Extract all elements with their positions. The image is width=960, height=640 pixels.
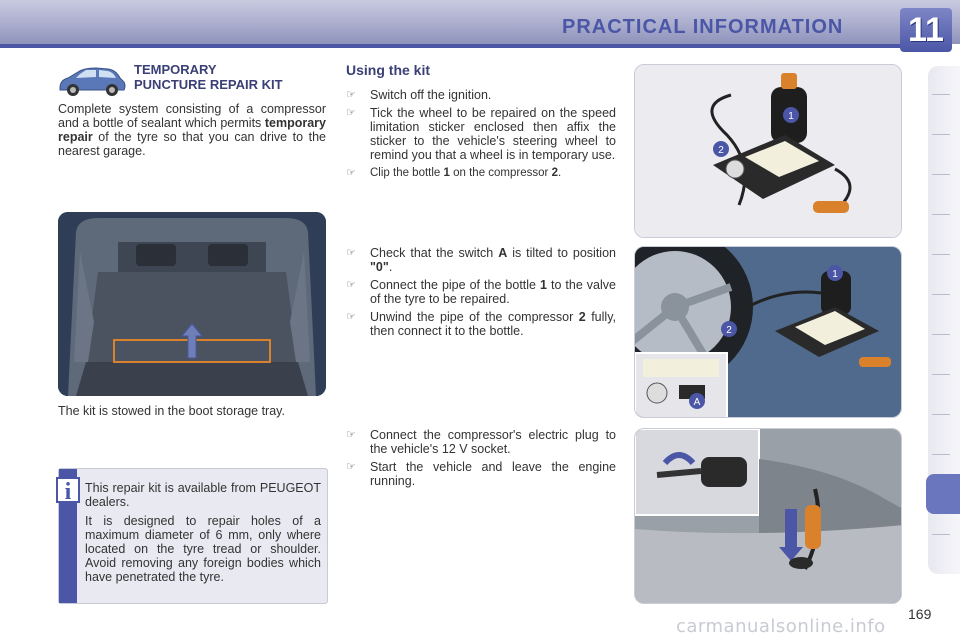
page-number: 169 xyxy=(908,606,932,622)
steps-group-3 xyxy=(346,428,616,492)
pointer-icon: ☞ xyxy=(346,89,356,101)
steps-group-1 xyxy=(346,88,616,184)
socket-connection-illustration xyxy=(635,429,902,604)
page-header xyxy=(0,0,960,52)
step-item: ☞ Check that the switch A is tilted to position "0". xyxy=(346,246,616,274)
pointer-icon: ☞ xyxy=(346,461,356,473)
section-title xyxy=(134,62,334,92)
pointer-icon: ☞ xyxy=(346,107,356,119)
index-tick xyxy=(932,374,950,375)
step-item: ☞ Switch off the ignition. xyxy=(346,88,492,102)
header-rule xyxy=(0,44,900,48)
index-tick xyxy=(932,134,950,135)
section-title-line1: TEMPORARY xyxy=(134,62,217,77)
step-item: ☞ Tick the wheel to be repaired on the speed limitation sticker enclosed then affix the sticker to the vehicle's steering wheel to remind you that a wheel is in temporary use. xyxy=(346,106,616,162)
pointer-icon: ☞ xyxy=(346,429,356,441)
side-index-active-tab xyxy=(926,474,960,514)
index-tick xyxy=(932,94,950,95)
info-paragraph: It is designed to repair holes of a maximum diameter of 6 mm, only where located on the tyre tread or shoulder. Avoid removing any foreign bodies which have penetrated the tyre. xyxy=(85,514,321,584)
bottle-label: 1 xyxy=(832,269,838,280)
index-tick xyxy=(932,214,950,215)
info-text xyxy=(85,481,321,589)
index-tick xyxy=(932,414,950,415)
info-note-box xyxy=(58,468,328,604)
info-icon: i xyxy=(56,477,80,503)
chapter-title: PRACTICAL INFORMATION xyxy=(562,16,844,38)
using-kit-title: Using the kit xyxy=(346,62,431,78)
pointer-icon: ☞ xyxy=(346,167,356,179)
tyre-illustration-panel xyxy=(634,246,902,418)
bottle-label: 1 xyxy=(788,111,794,122)
car-icon xyxy=(56,64,128,100)
steps-group-2 xyxy=(346,246,616,342)
tyre-connection-illustration xyxy=(635,247,902,418)
socket-illustration-panel xyxy=(634,428,902,604)
info-paragraph: This repair kit is available from PEUGEOT dealers. xyxy=(85,481,321,509)
watermark: carmanualsonline.info xyxy=(676,616,886,637)
index-tick xyxy=(932,454,950,455)
index-tick xyxy=(932,294,950,295)
kit-illustration-panel xyxy=(634,64,902,238)
step-item: ☞ Clip the bottle 1 on the compressor 2. xyxy=(346,167,562,179)
index-tick xyxy=(932,174,950,175)
index-tick xyxy=(932,334,950,335)
compressor-label: 2 xyxy=(726,325,732,336)
pointer-icon: ☞ xyxy=(346,279,356,291)
step-item: ☞ Unwind the pipe of the compressor 2 fully, then connect it to the bottle. xyxy=(346,310,616,338)
boot-illustration xyxy=(58,212,326,396)
step-item: ☞ Start the vehicle and leave the engine running. xyxy=(346,460,616,488)
intro-emphasis: temporary repair xyxy=(58,116,326,144)
pointer-icon: ☞ xyxy=(346,247,356,259)
boot-caption: The kit is stowed in the boot storage tray. xyxy=(58,404,285,418)
chapter-number-badge: 11 xyxy=(900,8,952,52)
compressor-bottle-illustration xyxy=(635,65,902,238)
switch-label: A xyxy=(693,397,701,408)
boot-storage-photo xyxy=(58,212,326,396)
intro-paragraph: Complete system consisting of a compressor and a bottle of sealant which permits temporary repair of the tyre so that you can drive to the nearest garage. xyxy=(58,102,326,158)
index-tick xyxy=(932,254,950,255)
pointer-icon: ☞ xyxy=(346,311,356,323)
section-title-line2: PUNCTURE REPAIR KIT xyxy=(134,77,283,92)
index-tick xyxy=(932,534,950,535)
compressor-label: 2 xyxy=(718,145,724,156)
step-item: ☞ Connect the pipe of the bottle 1 to the valve of the tyre to be repaired. xyxy=(346,278,616,306)
step-item: ☞ Connect the compressor's electric plug to the vehicle's 12 V socket. xyxy=(346,428,616,456)
